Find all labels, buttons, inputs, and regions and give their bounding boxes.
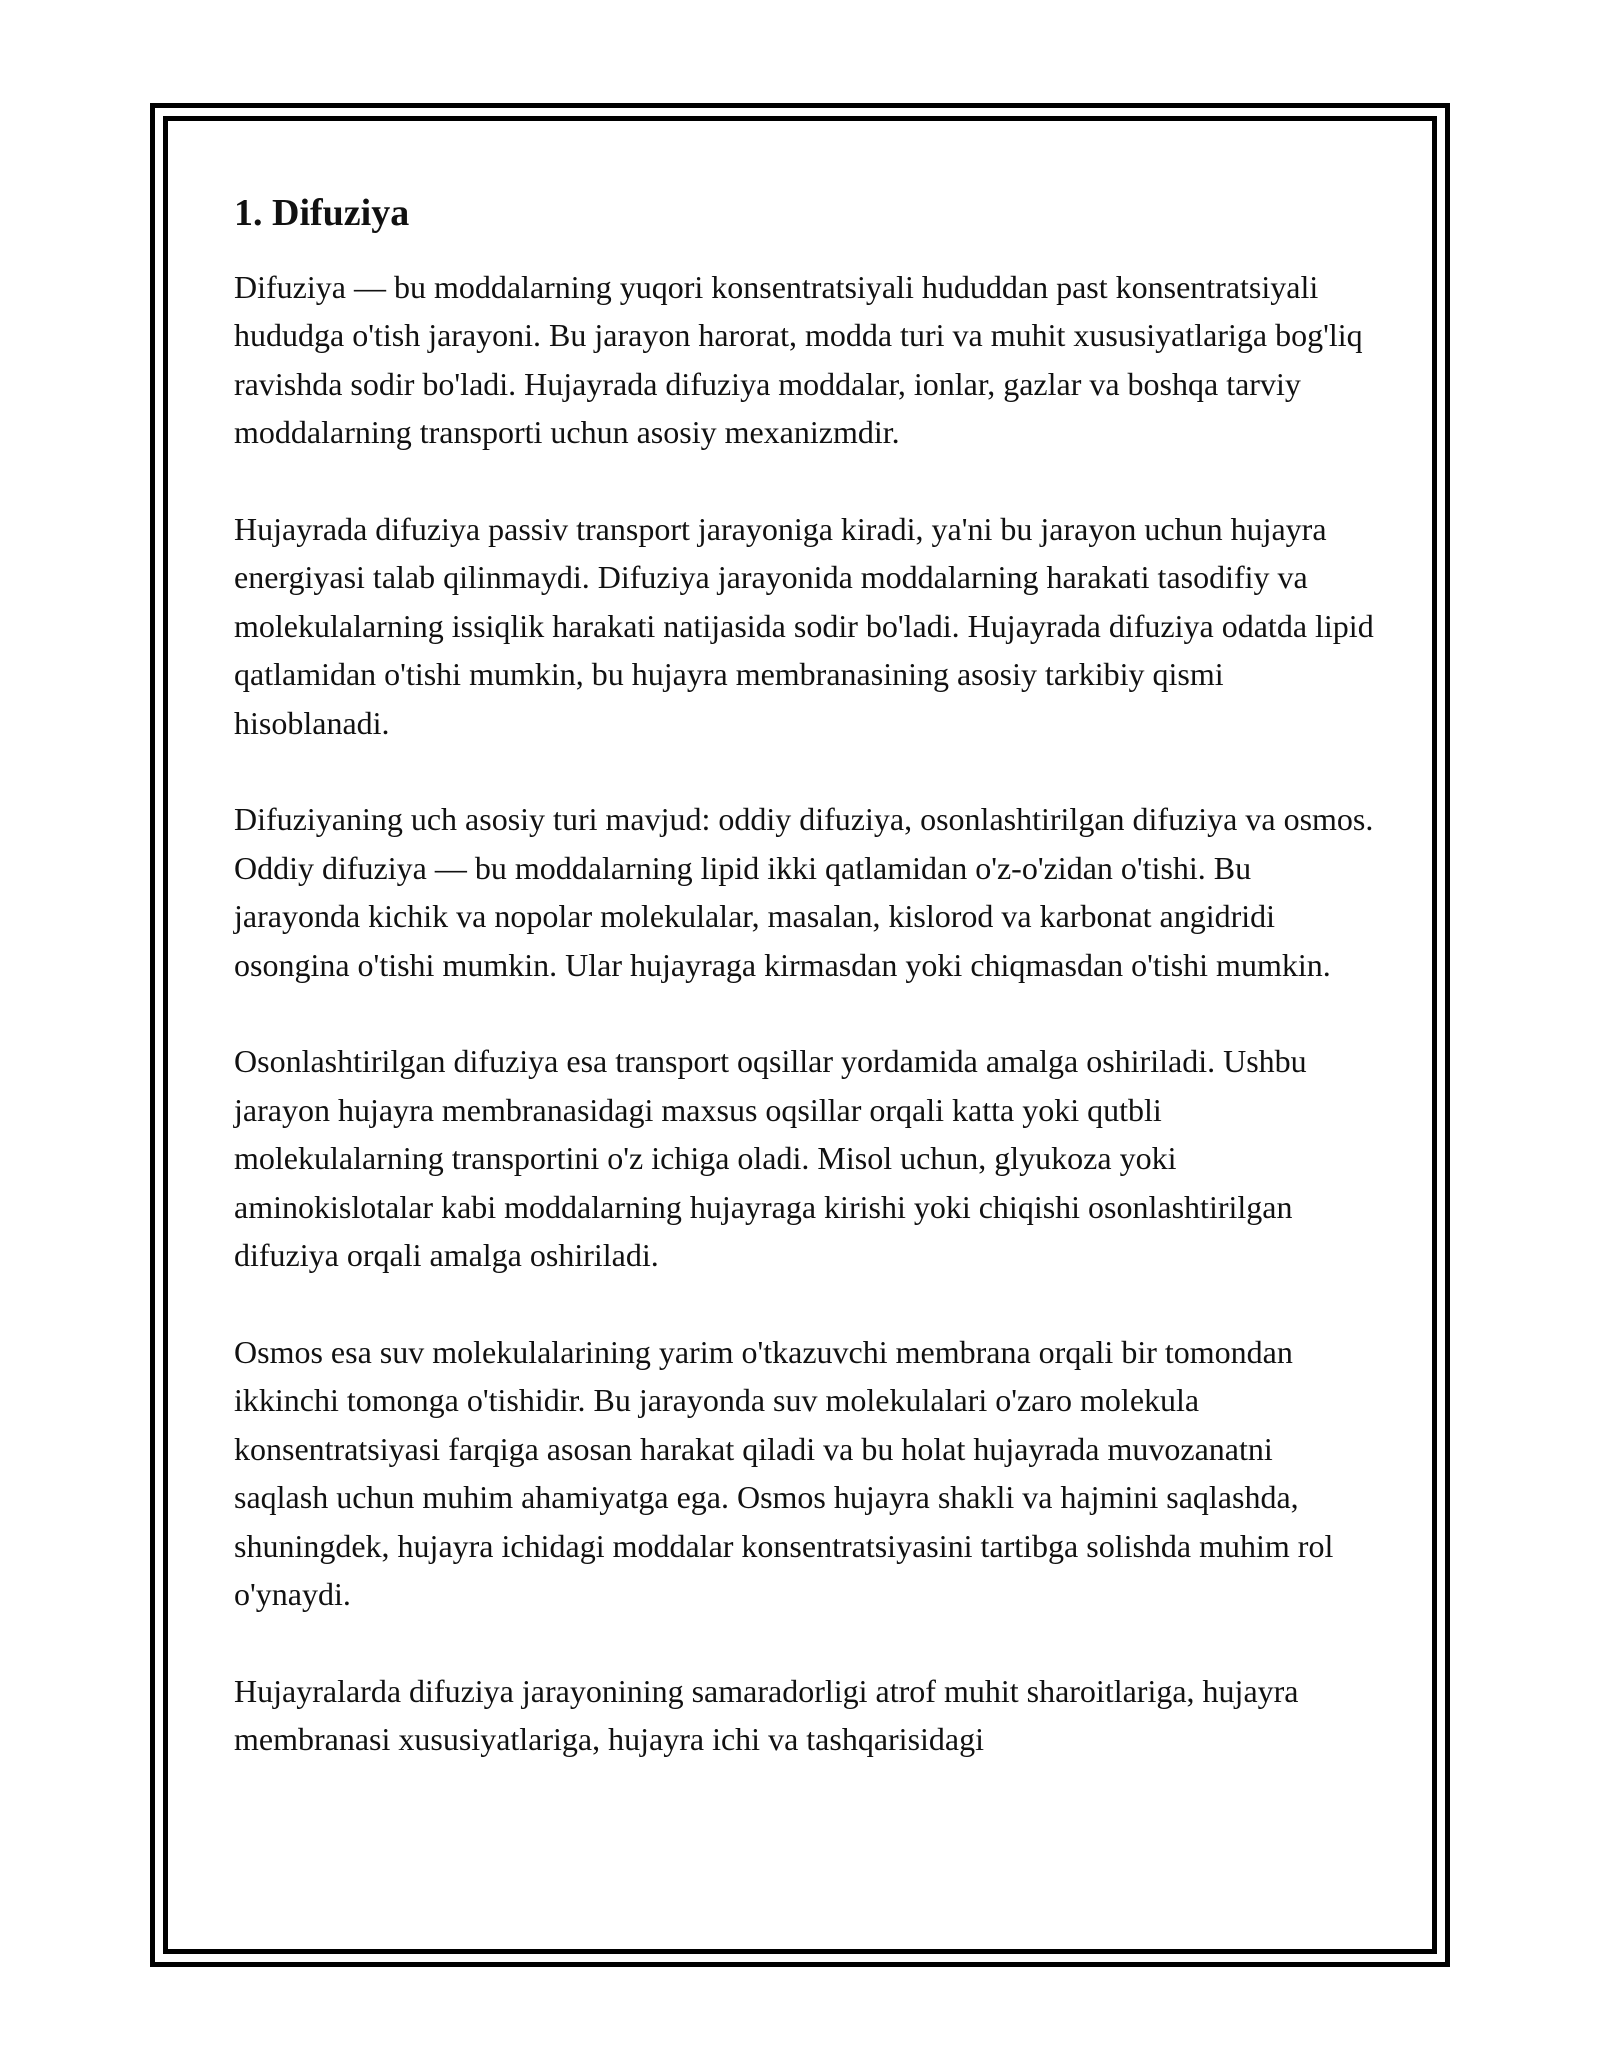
paragraph-4: Osonlashtirilgan difuziya esa transport oqsillar yordamida amalga oshiriladi. Ushbu jarayon hujayra membranasidagi maxsus oqsillar orqali katta yoki qutbli molekulalarning transportini o'z ichiga oladi. Misol uchun, glyukoza yoki aminokislotalar kabi moddalarning hujayraga kirishi yoki chiqishi osonlashtirilgan difuziya orqali amalga oshiriladi. [234,1043,1307,1274]
page-border-inner [163,116,1437,1954]
paragraph-3: Difuziyaning uch asosiy turi mavjud: oddiy difuziya, osonlashtirilgan difuziya va osmos. Oddiy difuziya — bu moddalarning lipid ikki qatlamidan o'z-o'zidan o'tishi. Bu jarayonda kichik va nopolar molekulalar, masalan, kislorod va karbonat angidridi osongina o'tishi mumkin. Ular hujayraga kirmasdan yoki chiqmasdan o'tishi mumkin. [234,801,1374,983]
document-body [234,191,1374,1764]
page-border-outer [150,103,1450,1967]
section-title: 1. Difuziya [234,192,410,234]
paragraph-2: Hujayrada difuziya passiv transport jarayoniga kiradi, ya'ni bu jarayon uchun hujayra energiyasi talab qilinmaydi. Difuziya jarayonida moddalarning harakati tasodifiy va molekulalarning issiqlik harakati natijasida sodir bo'ladi. Hujayrada difuziya odatda lipid qatlamidan o'tishi mumkin, bu hujayra membranasining asosiy tarkibiy qismi hisoblanadi. [234,510,1374,741]
paragraph-5: Osmos esa suv molekulalarining yarim o'tkazuvchi membrana orqali bir tomondan ikkinchi tomonga o'tishidir. Bu jarayonda suv molekulalari o'zaro molekula konsentratsiyasi farqiga asosan harakat qiladi va bu holat hujayrada muvozanatni saqlash uchun muhim ahamiyatga ega. Osmos hujayra shakli va hajmini saqlashda, shuningdek, hujayra ichidagi moddalar konsentratsiyasini tartibga solishda muhim rol o'ynaydi. [234,1333,1334,1613]
paragraph-6: Hujayralarda difuziya jarayonining samaradorligi atrof muhit sharoitlariga, hujayra membranasi xususiyatlariga, hujayra ichi va tashqarisidagi [234,1672,1299,1758]
paragraph-1: Difuziya — bu moddalarning yuqori konsentratsiyali hududdan past konsentratsiyali hududga o'tish jarayoni. Bu jarayon harorat, modda turi va muhit xususiyatlariga bog'liq ravishda sodir bo'ladi. Hujayrada difuziya moddalar, ionlar, gazlar va boshqa tarviy moddalarning transporti uchun asosiy mexanizmdir. [234,268,1363,451]
